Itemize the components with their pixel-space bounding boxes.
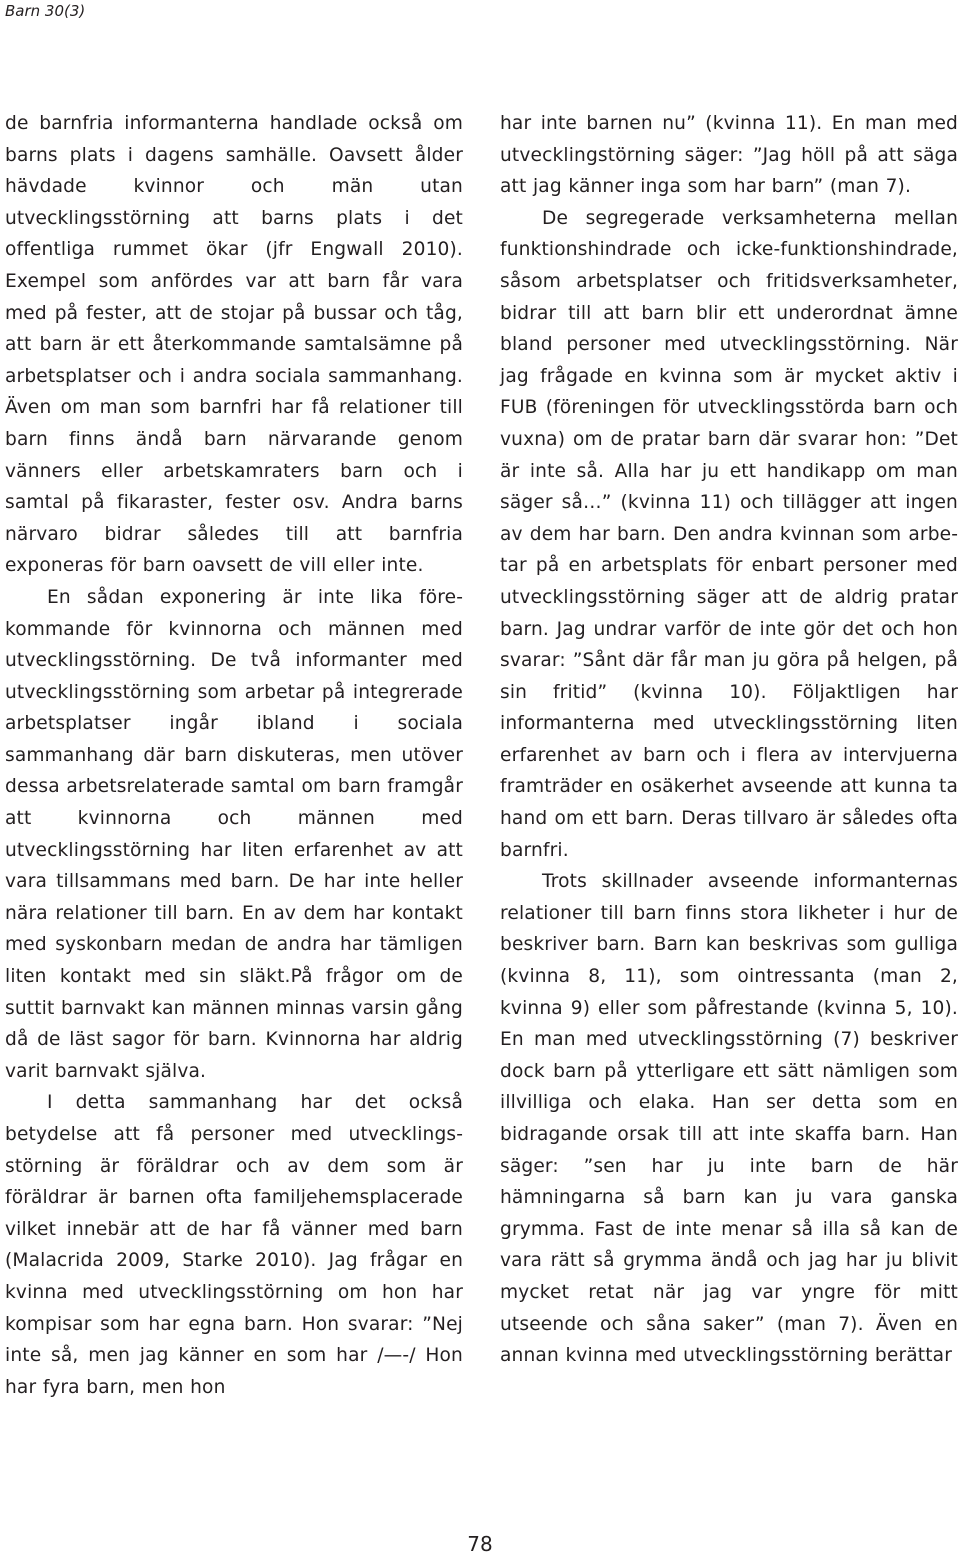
body-paragraph: En sådan exponering är inte lika förekommande för kvinnorna och männen med utvecklingsstörning. De två informanter med utvecklingsstörning som arbetar på integrerade arbetsplatser ingår ibland i sociala sammanhang där barn diskuteras, men utöver dessa arbetsrelaterade samtal om barn framgår att kvinnorna och männen med utvecklingsstörning har liten erfarenhet av att vara tillsammans med barn. De har inte heller nära relationer till barn. En av dem har kontakt med syskonbarn medan de andra har tämligen liten kontakt med sin släkt.På frågor om de suttit barnvakt kan männen minnas varsin gång då de läst sagor för barn. Kvinnorna har aldrig varit barnvakt själva. — [5, 586, 463, 1082]
running-head: Barn 30(3) — [5, 2, 86, 20]
body-paragraph: de barnfria informanterna handlade också om barns plats i dagens samhälle. Oavsett ålder hävdade kvinnor och män utan utvecklingsstörning att barns plats i det offentliga rummet ökar (jfr Engwall 2010). Exempel som anfördes var att barn får vara med på fester, att de stojar på bussar och tåg, att barn är ett återkommande samtalsämne på arbetsplatser och i andra sociala sammanhang. Även om man som barnfri har få relationer till barn finns ändå barn närvarande genom vänners eller arbetskamraters barn och i samtal på fikaraster, fester osv. Andra barns närvaro bidrar således till att barnfria exponeras för barn oavsett de vill eller inte. — [5, 113, 463, 577]
body-paragraph: De segregerade verksamheterna mellan funktionshindrade och icke-funktionshindrade, såsom arbetsplatser och fritidsverksamheter, bidrar till att barn blir ett underordnat ämne bland personer med utvecklingsstörning. När jag frågade en kvinna som är mycket aktiv i FUB (föreningen för utvecklingsstörda barn och vuxna) om de pratar barn där svarar hon: ”Det är inte så. Alla har ju ett handikapp om man säger så…” (kvinna 11) och tillägger att ingen av dem har barn. Den andra kvinnan som arbetar på en arbetsplats för enbart personer med utvecklingsstörning säger att de aldrig pratar barn. Jag undrar varför de inte gör det och hon svarar: ”Sånt där får man ju göra på helgen, på sin fritid” (kvinna 10). Följaktligen har informanterna med utvecklingsstörning liten erfarenhet av barn och i flera av intervjuerna framträder en osäkerhet avseende att kunna ta hand om ett barn. Deras tillvaro är således ofta barnfri. — [500, 207, 958, 861]
body-paragraph: I detta sammanhang har det också betydelse att få personer med utvecklingsstörning är föräldrar och av dem som är föräldrar är barnen ofta familjehemsplacerade vilket innebär att de har få vänner med barn (Malacrida 2009, Starke 2010). Jag frågar en kvinna med utvecklingsstörning om hon har kompisar som har egna barn. Hon svarar: ”Nej inte så, men jag känner en som har /—-/ Hon har fyra barn, men hon — [5, 1092, 463, 1398]
page-number: 78 — [467, 1532, 493, 1556]
right-column — [500, 108, 958, 1372]
body-paragraph: har inte barnen nu” (kvinna 11). En man med utvecklingstörning säger: ”Jag höll på att säga att jag känner inga som har barn” (man 7). — [500, 113, 958, 198]
body-paragraph: Trots skillnader avseende informanternas relationer till barn finns stora likheter i hur de beskriver barn. Barn kan beskrivas som gulliga (kvinna 8, 11), som ointressanta (man 2, kvinna 9) eller som påfrestande (kvinna 5, 10). En man med utvecklingsstörning (7) beskriver dock barn på ytterligare ett sätt nämligen som illvilliga och elaka. Han ser detta som en bidragande orsak till att inte skaffa barn. Han säger: ”sen har ju inte barn de här hämningarna så barn kan ju vara ganska grymma. Fast de inte menar så illa så kan de vara rätt så grymma ändå och jag har ju blivit mycket retat när jag var yngre för mitt utseende och såna saker” (man 7). Även en annan kvinna med utvecklingsstörning berättar — [500, 871, 958, 1367]
left-column — [5, 108, 463, 1403]
